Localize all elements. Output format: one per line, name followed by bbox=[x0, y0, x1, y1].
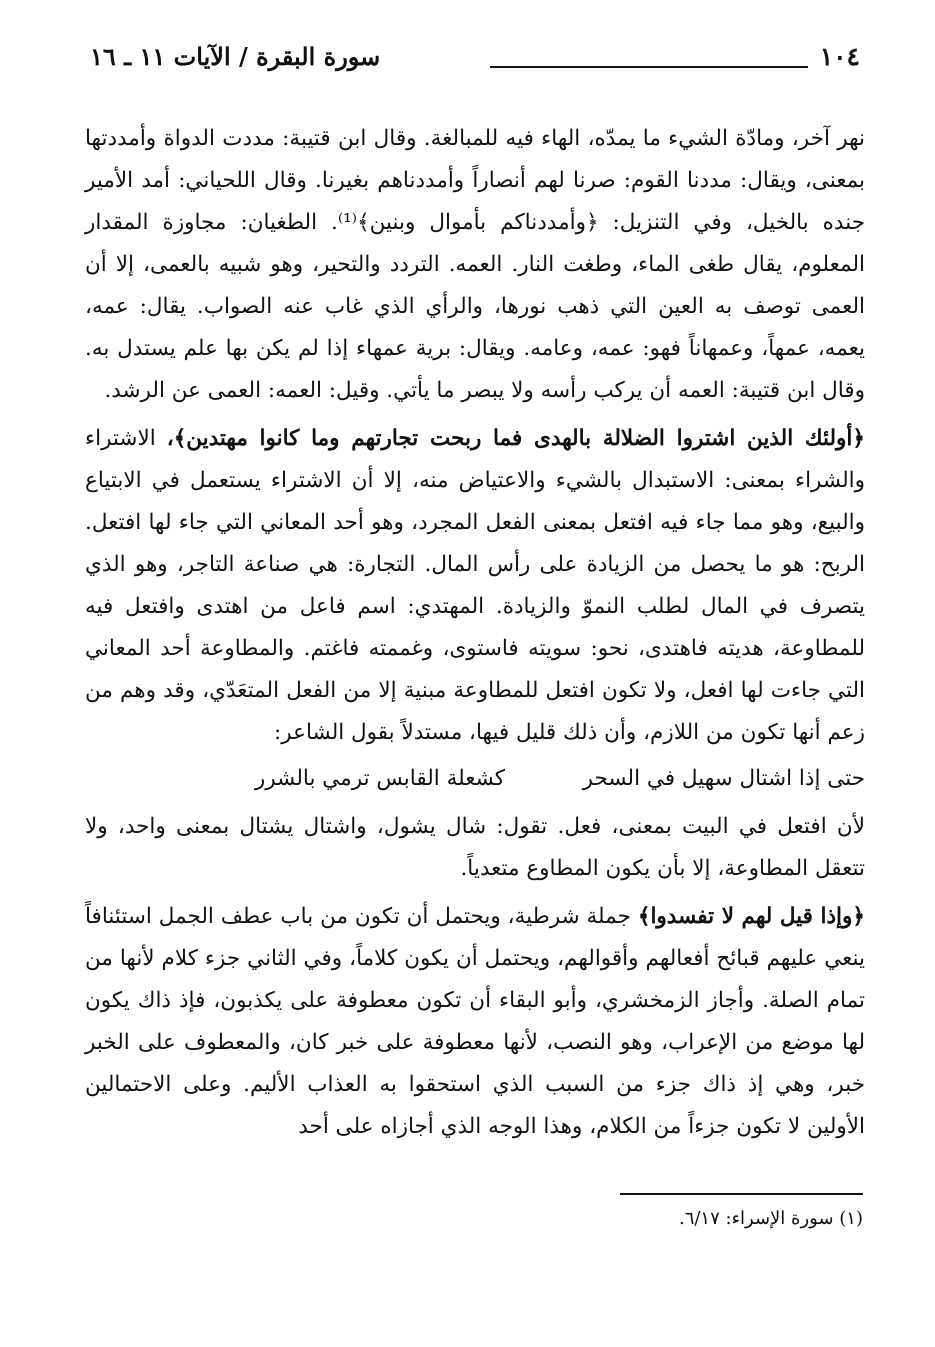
quran-verse-1: ﴿أولئك الذين اشتروا الضلالة بالهدى فما ربحت تجارتهم وما كانوا مهتدين﴾، bbox=[166, 426, 865, 451]
running-header bbox=[90, 42, 860, 78]
verse-hemistich-2: كشعلة القابس ترمي بالشرر bbox=[254, 766, 505, 791]
header-title: سورة البقرة / الآيات ١١ ـ ١٦ bbox=[90, 42, 381, 71]
verse-hemistich-1: حتى إذا اشتال سهيل في السحر bbox=[582, 766, 865, 791]
paragraph-3: لأن افتعل في البيت بمعنى، فعل. تقول: شال يشول، واشتال يشتال بمعنى واحد، ولا تتعقل المطاوعة، إلا بأن يكون المطاوع متعدياً. bbox=[85, 814, 865, 881]
footnote: (١) سورة الإسراء: ٦/١٧. bbox=[678, 1208, 863, 1229]
main-text bbox=[85, 118, 865, 1148]
paragraph-4-text: جملة شرطية، ويحتمل أن تكون من باب عطف الجمل استئنافاً ينعي عليهم قبائح أفعالهم وأقوالهم، ويحتمل أن يكون كلاماً، وفي الثاني جزء كلام لأنها من تمام الصلة. وأجاز الزمخشري، وأبو البقاء أن تكون معطوفة على يكذبون، فإذ ذاك يكون لها موضع من الإعراب، وهو النصب، لأنها معطوفة على خبر كان، والمعطوف على الخبر خبر، وهي إذ ذاك جزء من السبب الذي استحقوا به العذاب الأليم. وعلى الاحتمالين الأولين لا تكون جزءاً من الكلام، وهذا الوجه الذي أجازاه على أحد bbox=[85, 904, 865, 1139]
paragraph-4 bbox=[85, 896, 865, 1148]
poetry-verse bbox=[85, 758, 865, 806]
page-number: ١٠٤ bbox=[819, 42, 860, 71]
paragraph-2 bbox=[85, 418, 865, 754]
paragraph-2-text: الاشتراء والشراء بمعنى: الاستبدال بالشيء والاعتياض منه، إلا أن الاشتراء يستعمل في الابتياع والبيع، وهو مما جاء فيه افتعل بمعنى الفعل المجرد، وهو أحد المعاني التي جاء لها افتعل. الربح: هو ما يحصل من الزيادة على رأس المال. التجارة: هي صناعة التاجر، وهو الذي يتصرف في المال لطلب النموّ والزيادة. المهتدي: اسم فاعل من اهتدى وافتعل فيه للمطاوعة، هديته فاهتدى، نحو: سويته فاستوى، وغممته فاغتم. والمطاوعة أحد المعاني التي جاءت لها افعل، ولا تكون افتعل للمطاوعة مبنية إلا من الفعل المتعَدّي، وقد وهم من زعم أنها تكون من اللازم، وأن ذلك قليل فيها، مستدلاً بقول الشاعر: bbox=[85, 426, 865, 745]
paragraph-1: نهر آخر، ومادّة الشيء ما يمدّه، الهاء فيه للمبالغة. وقال ابن قتيبة: مددت الدواة وأمددتها بمعنى، ويقال: مددنا القوم: صرنا لهم أنصاراً وأمددناهم بغيرنا. وقال اللحياني: أمد الأمير جنده بالخيل، وفي التنزيل: ﴿وأمددناكم بأموال وبنين﴾⁽¹⁾. الطغيان: مجاوزة المقدار المعلوم، يقال طغى الماء، وطغت النار. العمه. التردد والتحير، وهو شبيه بالعمى، إلا أن العمى توصف به العين التي ذهب نورها، والرأي الذي غاب عنه الصواب. يقال: عمه، يعمه، عمهاً، وعمهاناً فهو: عمه، وعامه. ويقال: برية عمهاء إذا لم يكن بها علم يستدل به. وقال ابن قتيبة: العمه أن يركب رأسه ولا يبصر ما يأتي. وقيل: العمه: العمى عن الرشد. bbox=[85, 126, 865, 403]
quran-verse-2: ﴿وإذا قيل لهم لا تفسدوا﴾ bbox=[637, 904, 865, 929]
header-rule bbox=[490, 66, 808, 68]
footnote-rule bbox=[620, 1193, 863, 1195]
